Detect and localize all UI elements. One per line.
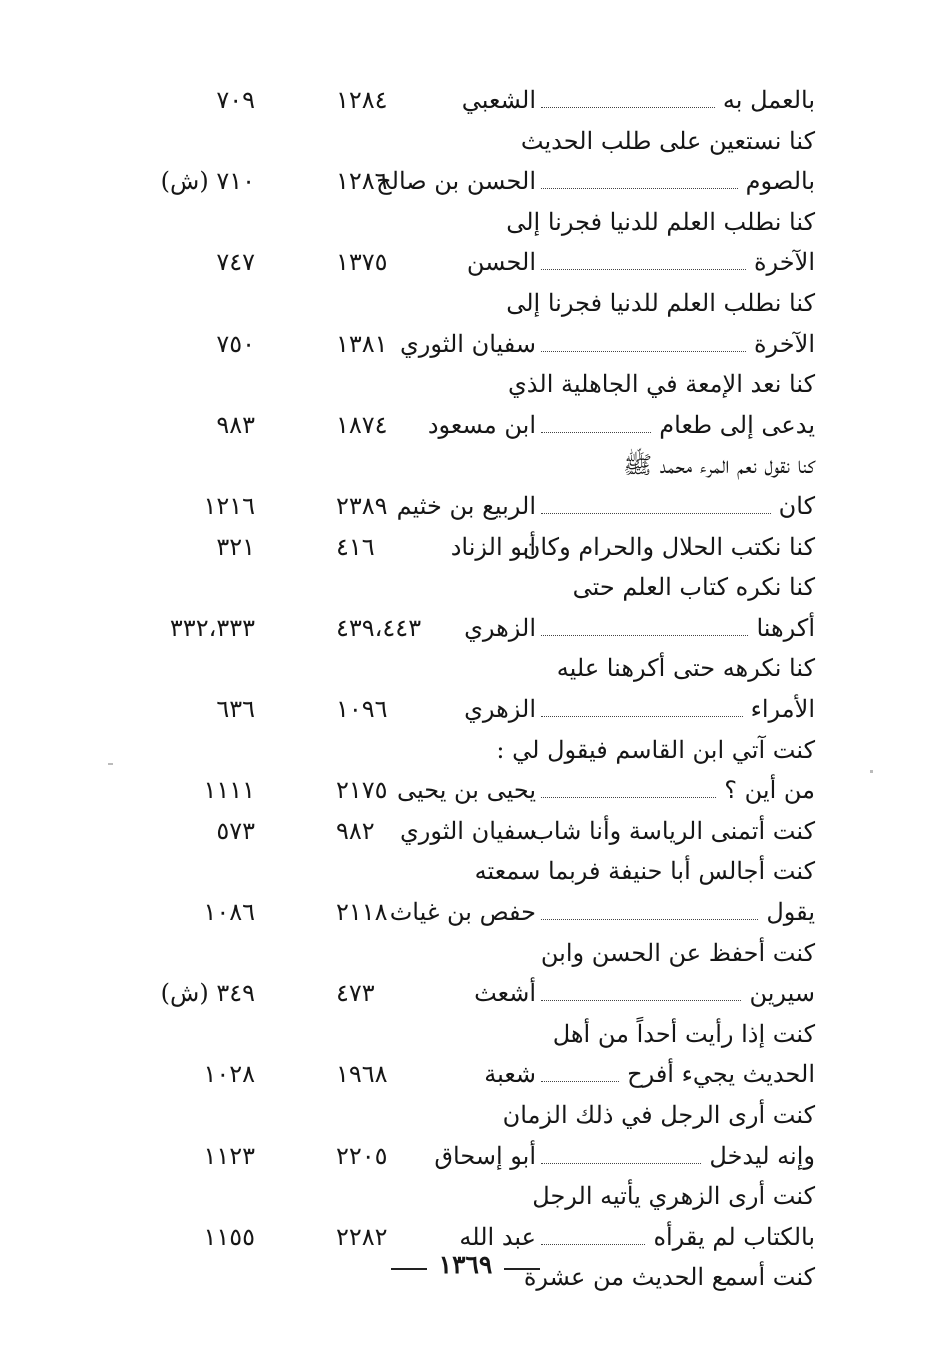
narrator-name: حفص بن غياث (389, 898, 536, 926)
narrator-name: سفيان الثوري (399, 816, 536, 845)
entry-text: كنا نكره كتاب العلم حتى (572, 573, 815, 602)
page-reference: ٩٨٣ (216, 410, 255, 439)
entry-phrase: يدعى إلى طعام (659, 410, 815, 439)
heading-text-line (0, 283, 931, 323)
reference-number: ١٠٩٦ (336, 695, 388, 723)
narrator-name: شعبة (484, 1060, 536, 1089)
entry-phrase: الآخرة (753, 329, 815, 358)
reference-number: ١٣٧٥ (336, 248, 388, 277)
narrator-name: الحسن (466, 248, 536, 277)
entry-phrase: الآخرة (753, 248, 815, 277)
heading-text-line (0, 851, 931, 891)
index-entry-row (0, 405, 931, 445)
entry-phrase: بالصوم (745, 167, 815, 196)
page-reference: ٧٠٩ (216, 86, 255, 114)
page-reference: ١١١١ (203, 776, 255, 805)
narrator-name: عبد الله (459, 1222, 536, 1251)
entry-phrase: من أين ؟ (724, 776, 815, 805)
index-entry-row (0, 892, 931, 932)
page-reference: ١١٥٥ (203, 1222, 255, 1251)
index-entry-row (0, 324, 931, 364)
heading-text-line (0, 730, 931, 770)
heading-text-line (0, 933, 931, 973)
dot-leader (541, 269, 746, 270)
entry-phrase: سيرين (749, 979, 815, 1008)
narrator-name: يحيى بن يحيى (396, 776, 536, 805)
page-reference: ١٠٢٨ (203, 1060, 255, 1089)
page-reference: ٣٣٢،٣٣٣ (169, 613, 255, 642)
index-entry-row (0, 80, 931, 120)
dot-leader (541, 1000, 741, 1001)
entry-phrase: بالعمل به (722, 86, 815, 114)
page-reference: ٧١٠ (ش) (160, 167, 255, 196)
narrator-name: الزهري (464, 613, 536, 642)
reference-number: ١٢٨٦ (336, 167, 388, 196)
dot-leader (541, 1081, 619, 1082)
entry-phrase: يقول (766, 898, 815, 926)
narrator-name: أشعث (474, 979, 536, 1008)
narrator-name: الحسن بن صالح (376, 167, 536, 196)
page-reference: ١٢١٦ (203, 492, 255, 520)
index-entry-row (0, 1136, 931, 1176)
reference-number: ١٢٨٤ (336, 86, 388, 114)
entry-text: كنا نستعين على طلب الحديث (520, 126, 815, 155)
page-reference: ٧٤٧ (216, 248, 255, 277)
index-entry-row (0, 770, 931, 810)
page-reference: ٣٤٩ (ش) (160, 979, 255, 1008)
heading-text-line (0, 364, 931, 404)
reference-number: ٩٨٢ (336, 816, 375, 845)
page-reference: ٥٧٣ (216, 816, 255, 845)
entry-phrase: كان (778, 492, 815, 520)
page-reference: ٦٣٦ (216, 695, 255, 723)
heading-text-line (0, 567, 931, 607)
narrator-name: أبو إسحاق (434, 1141, 536, 1170)
reference-number: ٢١٧٥ (336, 776, 388, 805)
entry-text: كنا نكرهه حتى أكرهنا عليه (556, 654, 815, 683)
index-entry-row (0, 689, 931, 729)
entry-text: كنا نطلب العلم للدنيا فجرنا إلى (506, 207, 815, 236)
index-entry-row (0, 608, 931, 648)
heading-text-line (0, 121, 931, 161)
heading-text-line (0, 648, 931, 688)
entry-text: كنت أسمع الحديث من عشرة (523, 1263, 815, 1292)
dot-leader (541, 635, 748, 636)
entry-text: كنت آتي ابن القاسم فيقول لي : (496, 735, 815, 764)
index-entry-row (0, 486, 931, 526)
dot-leader (541, 797, 716, 798)
entry-text: كنت أرى الرجل في ذلك الزمان (502, 1101, 815, 1129)
entry-phrase: وإنه ليدخل (709, 1141, 815, 1170)
heading-text-line (0, 445, 931, 485)
reference-number: ٢٢٨٢ (336, 1222, 388, 1251)
page-footer (0, 1243, 931, 1287)
reference-number: ٢٣٨٩ (336, 492, 388, 520)
index-entry-row (0, 242, 931, 282)
index-entry-row (0, 811, 931, 851)
dot-leader (541, 188, 738, 189)
index-entry-row (0, 161, 931, 201)
page-number: ١٣٦٩ (438, 1250, 493, 1279)
index-entry-row (0, 527, 931, 567)
footer-dash-left (391, 1268, 427, 1270)
entry-phrase: الحديث يجيء أفرح (627, 1060, 815, 1089)
index-entry-row (0, 1054, 931, 1094)
entry-text: كنا نطلب العلم للدنيا فجرنا إلى (506, 289, 815, 317)
narrator-name: ابن مسعود (427, 410, 536, 439)
dot-leader (541, 1163, 701, 1164)
scan-speck (108, 763, 113, 765)
entry-phrase: أكرهنا (756, 613, 815, 642)
reference-number: ٤١٦ (336, 532, 375, 561)
narrator-name: الشعبي (461, 86, 536, 114)
page-reference: ٣٢١ (216, 532, 255, 561)
dot-leader (541, 432, 651, 433)
dot-leader (541, 107, 715, 108)
dot-leader (541, 716, 743, 717)
entry-phrase: كنا نكتب الحلال والحرام وكان (522, 532, 815, 561)
narrator-name: أبو الزناد (450, 532, 536, 561)
entry-text: كنت أرى الزهري يأتيه الرجل (532, 1182, 815, 1211)
entry-text: كنا نعد الإمعة في الجاهلية الذي (508, 370, 815, 399)
entry-phrase: كنت أتمنى الرياسة وأنا شاب (531, 816, 815, 845)
heading-text-line (0, 1095, 931, 1135)
reference-number: ١٨٧٤ (336, 410, 388, 439)
entry-text: كنت أجالس أبا حنيفة فربما سمعته (474, 857, 815, 886)
heading-text-line (0, 1014, 931, 1054)
reference-number: ١٩٦٨ (336, 1060, 388, 1089)
entry-phrase: الأمراء (750, 695, 815, 723)
reference-number: ١٣٨١ (336, 329, 388, 358)
footer-dash-right (504, 1268, 540, 1270)
heading-text-line (0, 202, 931, 242)
dot-leader (541, 513, 771, 514)
dot-leader (541, 351, 746, 352)
narrator-name: سفيان الثوري (399, 329, 536, 358)
heading-text-line (0, 1176, 931, 1216)
index-entry-row (0, 973, 931, 1013)
reference-number: ٤٧٣ (336, 979, 375, 1008)
reference-number: ٢١١٨ (336, 898, 388, 926)
page-reference: ١٠٨٦ (203, 898, 255, 926)
narrator-name: الربيع بن خثيم (396, 492, 536, 520)
page-reference: ١١٢٣ (203, 1141, 255, 1170)
entry-phrase: بالكتاب لم يقرأه (653, 1222, 815, 1251)
reference-number: ٤٣٩،٤٤٣ (336, 613, 422, 642)
entry-text: كنت إذا رأيت أحداً من أهل (552, 1019, 815, 1048)
entry-text: كنت أحفظ عن الحسن وابن (540, 938, 815, 967)
entry-text: كنا نقول نعم المرء محمد ﷺ (623, 451, 815, 480)
dot-leader (541, 919, 758, 920)
page-reference: ٧٥٠ (216, 329, 255, 358)
scan-speck (870, 770, 873, 773)
reference-number: ٢٢٠٥ (336, 1141, 388, 1170)
narrator-name: الزهري (464, 695, 536, 723)
